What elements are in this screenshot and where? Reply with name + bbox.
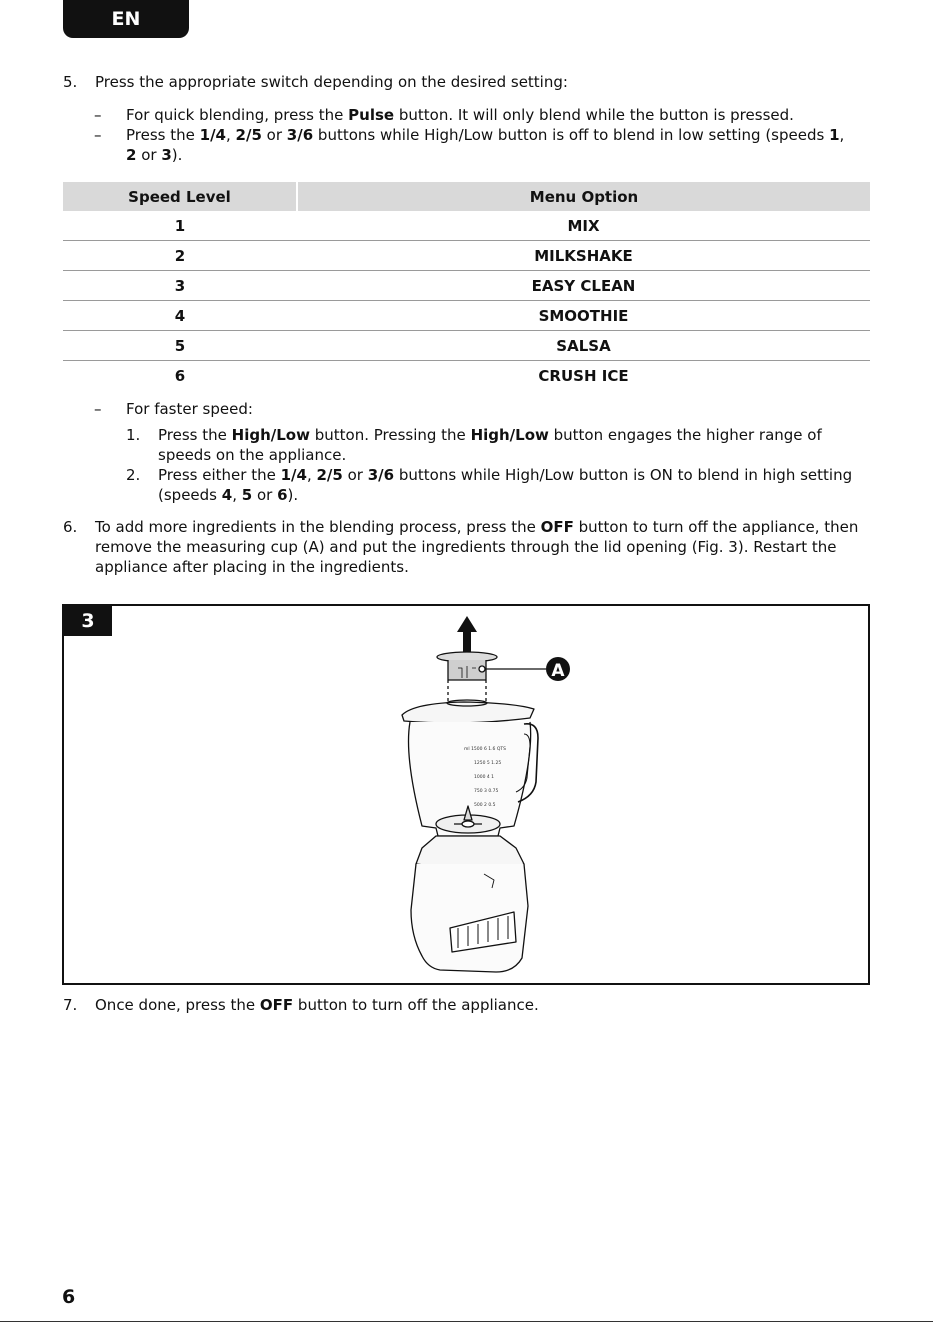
high-low-instruction: Press the High/Low button. Pressing the High/Low button engages the higher range of bbox=[158, 426, 822, 444]
measuring-cup bbox=[437, 652, 497, 706]
jar-mark: 1250 5 1.25 bbox=[474, 761, 502, 766]
speed-cell: 1 bbox=[63, 211, 297, 241]
speed-cell: 2 bbox=[63, 241, 297, 271]
jar-mark: 1000 4 1 bbox=[474, 775, 495, 780]
step-6-line-2: remove the measuring cup (A) and put the ingredients through the lid opening (Fig. 3). Restart the bbox=[95, 538, 837, 556]
menu-cell: MILKSHAKE bbox=[297, 241, 870, 271]
step-5-number: 5. bbox=[63, 73, 78, 91]
step-7-text: Once done, press the OFF button to turn off the appliance. bbox=[95, 996, 539, 1014]
step-6-line-3: appliance after placing in the ingredients. bbox=[95, 558, 409, 576]
callout-a-label: A bbox=[551, 661, 565, 681]
low-speed-instruction: Press the 1/4, 2/5 or 3/6 buttons while High/Low button is off to blend in low setting (speeds 1, bbox=[126, 126, 845, 144]
speed-cell: 3 bbox=[63, 271, 297, 301]
high-speed-instruction-cont: (speeds 4, 5 or 6). bbox=[158, 486, 299, 504]
blender-lid bbox=[402, 700, 534, 723]
language-tab: EN bbox=[63, 0, 189, 38]
bullet-dash: – bbox=[94, 400, 102, 418]
blender-base bbox=[411, 836, 528, 972]
table-header-row bbox=[63, 182, 870, 211]
callout-a-icon bbox=[546, 657, 570, 681]
menu-cell: EASY CLEAN bbox=[297, 271, 870, 301]
step-5-text: Press the appropriate switch depending on the desired setting: bbox=[95, 73, 568, 91]
pulse-instruction: For quick blending, press the Pulse button. It will only blend while the button is pressed. bbox=[126, 106, 794, 124]
menu-cell: CRUSH ICE bbox=[538, 366, 629, 385]
speed-menu-table bbox=[63, 182, 870, 390]
high-speed-instruction: Press either the 1/4, 2/5 or 3/6 buttons while High/Low button is ON to blend in high setting bbox=[158, 466, 853, 484]
table-row bbox=[63, 211, 870, 241]
substep-1-number: 1. bbox=[126, 426, 141, 444]
column-header-menu-option: Menu Option bbox=[297, 182, 870, 211]
step-7-number: 7. bbox=[63, 996, 78, 1014]
blender-illustration bbox=[64, 606, 868, 983]
high-low-instruction-cont: speeds on the appliance. bbox=[158, 446, 347, 464]
jar-mark: ml 1500 6 1.6 QTS bbox=[464, 747, 506, 752]
faster-speed-title: For faster speed: bbox=[126, 400, 253, 418]
speed-cell: 6 bbox=[174, 366, 186, 385]
step-6-line-1: To add more ingredients in the blending process, press the OFF button to turn off the appliance, then bbox=[95, 518, 859, 536]
jar-mark: 500 2 0.5 bbox=[474, 803, 496, 808]
bullet-dash: – bbox=[94, 106, 102, 124]
page-number: 6 bbox=[62, 1286, 76, 1308]
page-bottom-rule bbox=[0, 1321, 933, 1322]
low-speed-instruction-cont: 2 or 3). bbox=[126, 146, 183, 164]
menu-cell: SMOOTHIE bbox=[297, 301, 870, 331]
bullet-dash: – bbox=[94, 126, 102, 144]
menu-cell: SALSA bbox=[297, 331, 870, 361]
figure-number-label: 3 bbox=[64, 606, 112, 636]
column-header-speed-level: Speed Level bbox=[63, 182, 297, 211]
table-row bbox=[63, 301, 870, 331]
figure-3 bbox=[62, 604, 870, 985]
step-6-number: 6. bbox=[63, 518, 78, 536]
menu-cell: MIX bbox=[297, 211, 870, 241]
table-row bbox=[63, 361, 870, 391]
table-row bbox=[63, 271, 870, 301]
substep-2-number: 2. bbox=[126, 466, 141, 484]
jar-mark: 750 3 0.75 bbox=[474, 789, 499, 794]
speed-cell: 4 bbox=[63, 301, 297, 331]
table-row bbox=[63, 241, 870, 271]
speed-cell: 5 bbox=[63, 331, 297, 361]
table-row bbox=[63, 331, 870, 361]
